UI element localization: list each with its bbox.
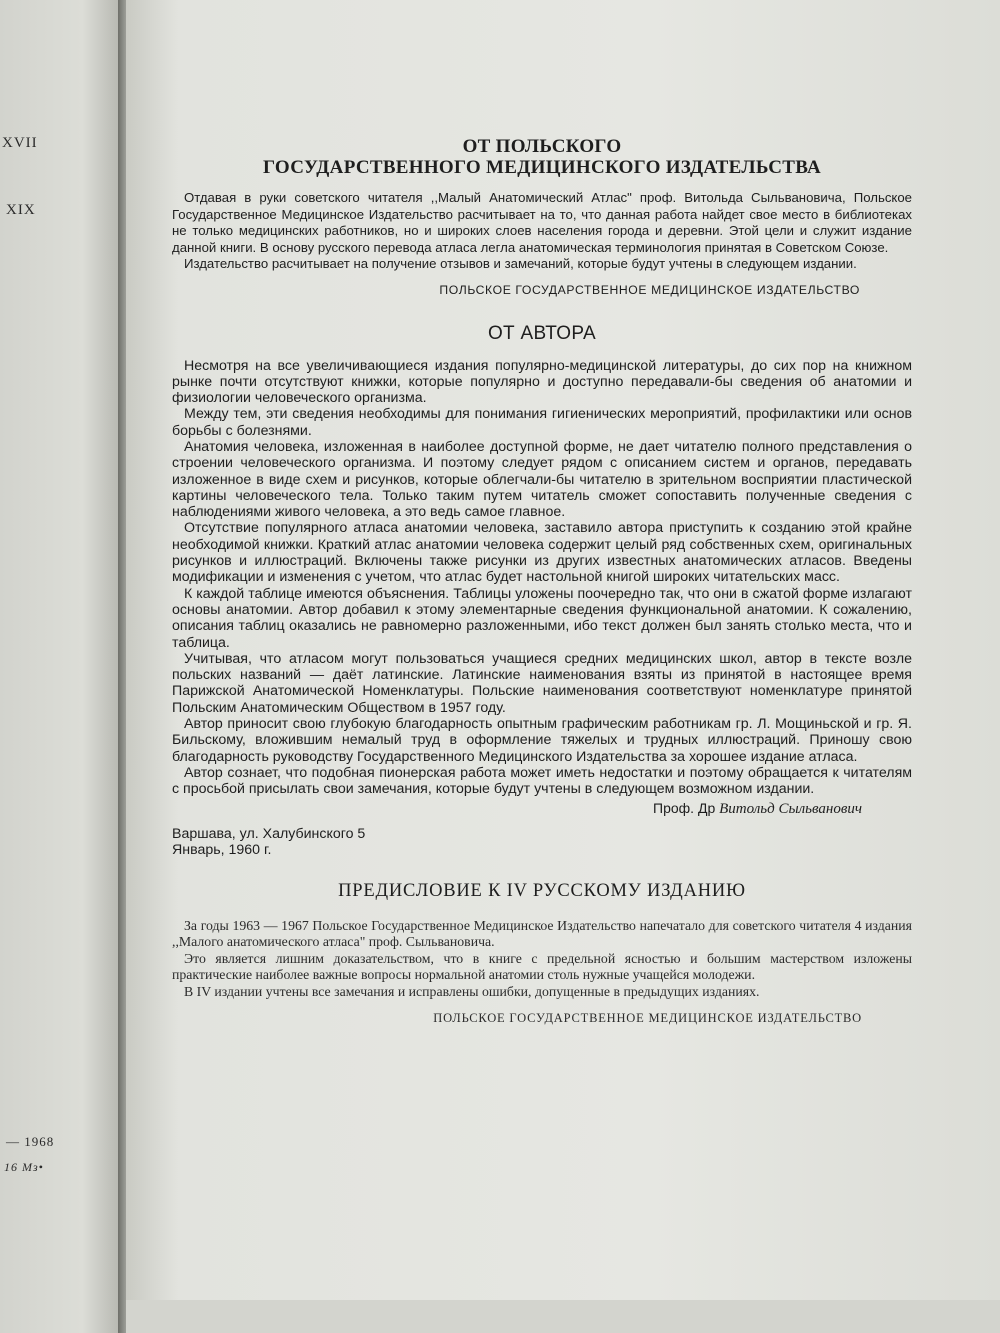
paragraph: Несмотря на все увеличивающиеся издания популярно-медицинской литературы, до сих пор на книжном рынке почти отсутствуют книжки, которые популярно и доступно передавали-бы сведения об анатомии и физиологии человеческого организма. [172, 357, 912, 407]
margin-year: — 1968 [6, 1134, 55, 1149]
publisher-signature: ПОЛЬСКОЕ ГОСУДАРСТВЕННОЕ МЕДИЦИНСКОЕ ИЗДАТЕЛЬСТВО [439, 282, 860, 297]
paragraph: Автор сознает, что подобная пионерская работа может иметь недостатки и поэтому обращается к читателям с просьбой присылать свои замечания, которые будут учтены в следующем возможном издании. [172, 764, 912, 798]
author-name: Витольд Сыльванович [719, 800, 862, 817]
author-date: Январь, 1960 г. [172, 842, 272, 859]
page-content [172, 136, 912, 1027]
author-section [172, 322, 912, 859]
paragraph: Издательство расчитывает на получение отзывов и замечаний, которые будут учтены в следующем издании. [184, 256, 857, 271]
section-title: ПРЕДИСЛОВИЕ К IV РУССКОМУ ИЗДАНИЮ [338, 880, 746, 901]
author-title: Проф. Др [653, 799, 716, 816]
margin-handwritten-note: 16 Мз• [4, 1160, 44, 1174]
publisher-signature: ПОЛЬСКОЕ ГОСУДАРСТВЕННОЕ МЕДИЦИНСКОЕ ИЗДАТЕЛЬСТВО [433, 1011, 862, 1026]
section-title: ОТ ПОЛЬСКОГО [462, 136, 622, 157]
page-bottom-edge [126, 1300, 1000, 1333]
author-address: Варшава, ул. Халубинского 5 [172, 825, 366, 842]
margin-roman-numeral: XIX [6, 202, 36, 218]
paragraph: Автор приносит свою глубокую благодарность опытным графическим работникам гр. Л. Мощиньской и гр. Я. Бильскому, вложившим немалый труд в оформление тяжелых и трудных иллюстраций. Приношу свою благодарность руководству Государственного Медицинского Издательства за хорошее издание атласа. [172, 716, 912, 765]
publisher-section [172, 136, 912, 299]
paragraph: Отдавая в руки советского читателя ,,Малый Анатомический Атлас" проф. Витольда Сыльвановича, Польское Государственное Медицинское Издательство расчитывает на то, что данная работа найдет свое место в библиотеках не только медицинских работников, но и широких слоев населения города и деревни. Этой цели и служит издание данной книги. В основу русского перевода атласа легла анатомическая терминология принятая в Советском Союзе. [172, 190, 912, 255]
paragraph: К каждой таблице имеются объяснения. Таблицы уложены поочередно так, что они в сжатой форме излагают основы анатомии. Автор добавил к этому элементарные сведения функциональной анатомии. К сожалению, описания таблиц оказались не равномерно разложенными, ибо текст должен был занять столько места, что и таблица. [172, 585, 912, 651]
paragraph: В IV издании учтены все замечания и исправлены ошибки, допущенные в предыдущих изданиях. [184, 983, 760, 999]
author-signature [172, 800, 912, 818]
section-title: ГОСУДАРСТВЕННОГО МЕДИЦИНСКОГО ИЗДАТЕЛЬСТВА [262, 157, 821, 178]
paragraph: Отсутствие популярного атласа анатомии человека, заставило автора приступить к созданию этой крайне необходимой книжки. Краткий атлас анатомии человека содержит целый ряд собственных схем, оригинальных рисунков и иллюстраций. Включены также рисунки из других известных анатомических атласов. Введены модификации и изменения с учетом, что атлас будет настольной книгой широких читательских масс. [172, 520, 912, 586]
paragraph: Это является лишним доказательством, что в книге с предельной ясностью и большим мастерством изложены практические наиболее важные вопросы нормальной анатомии столь нужные учащейся молодежи. [172, 950, 912, 983]
paragraph: За годы 1963 — 1967 Польское Государственное Медицинское Издательство напечатало для советского читателя 4 издания ,,Малого анатомического атласа" проф. Сыльвановича. [172, 917, 912, 950]
paragraph: Между тем, эти сведения необходимы для понимания гигиенических мероприятий, профилактики или основ борьбы с болезнями. [172, 406, 912, 439]
paragraph: Учитывая, что атласом могут пользоваться учащиеся средних медицинских школ, автор в тексте возле польских названий — даёт латинские. Латинские наименования взяты из принятой в настоящее время Парижской Анатомической Номенклатуры. Польские наименования соответствуют номенклатуре принятой Польским Анатомическим Обществом в 1957 году. [172, 650, 912, 716]
margin-roman-numeral: XVII [2, 135, 38, 151]
preface-section [172, 880, 912, 1028]
section-title: ОТ АВТОРА [487, 322, 597, 344]
paragraph: Анатомия человека, изложенная в наиболее доступной форме, не дает читателю полного представления о строении человеческого организма. И поэтому следует рядом с описанием систем и органов, передавать изложенное в виде схем и рисунков, которые облегчали-бы читателю в зрительном восприятии пластической картины человеческого тела. Только таким путем читатель сможет сопоставить полученные сведения с наблюдениями живого человека, а это ведь самое главное. [172, 438, 912, 521]
